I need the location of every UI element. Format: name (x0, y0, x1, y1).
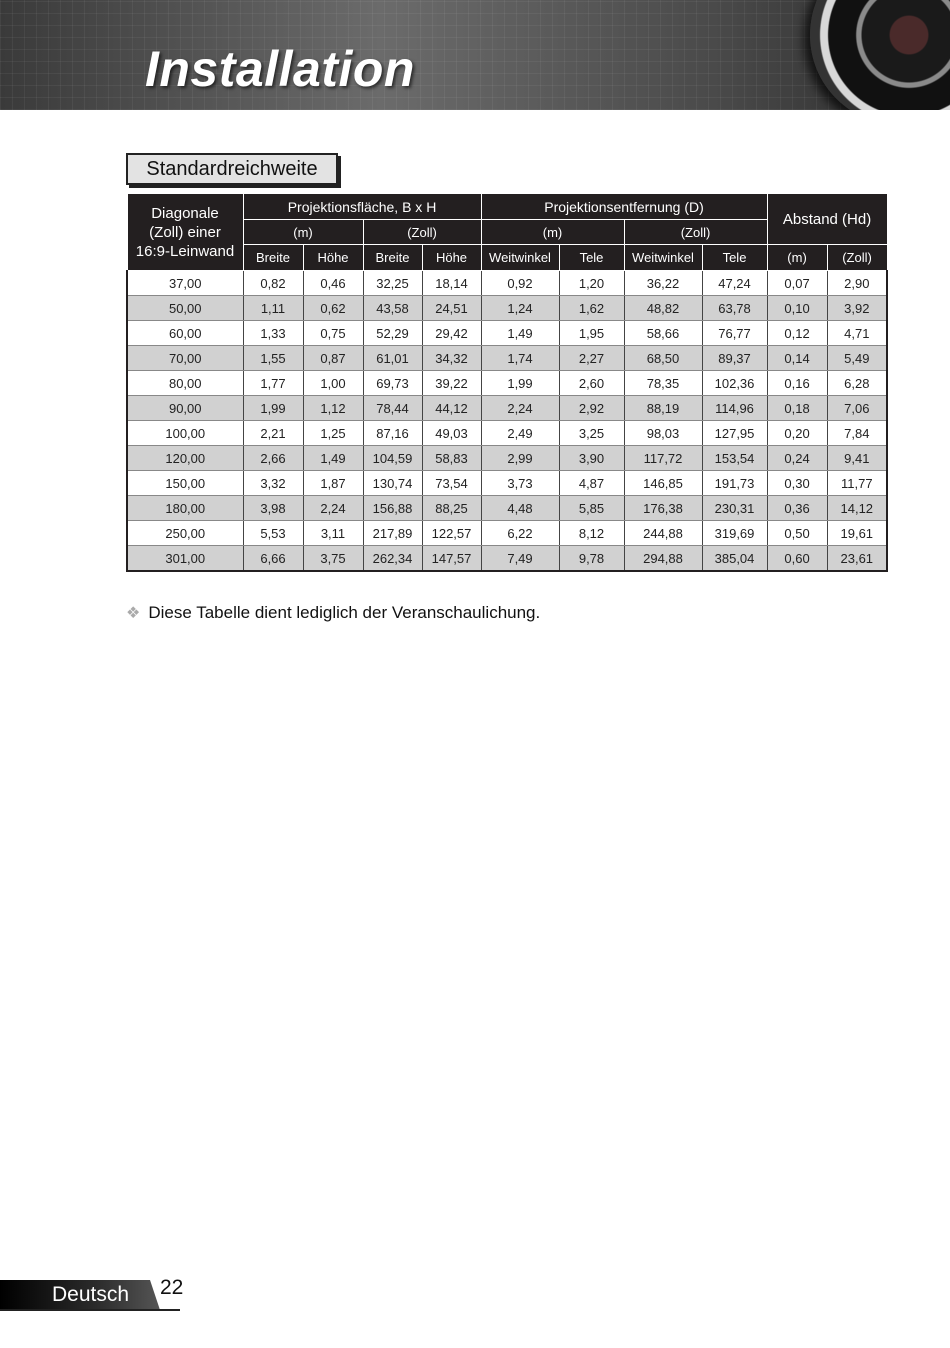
unit-header: (m) (243, 220, 363, 245)
table-cell: 127,95 (702, 421, 767, 446)
table-cell: 14,12 (827, 496, 887, 521)
table-cell: 1,49 (303, 446, 363, 471)
table-cell: 1,87 (303, 471, 363, 496)
table-cell: 122,57 (422, 521, 481, 546)
table-cell: 0,18 (767, 396, 827, 421)
table-cell: 11,77 (827, 471, 887, 496)
table-row (127, 296, 887, 321)
table-cell: 1,55 (243, 346, 303, 371)
table-cell: 319,69 (702, 521, 767, 546)
table-cell: 19,61 (827, 521, 887, 546)
page-title: Installation (145, 41, 415, 97)
diagonal-header (127, 194, 243, 271)
unit-header: (m) (481, 220, 624, 245)
table-cell: 0,14 (767, 346, 827, 371)
table-cell: 47,24 (702, 271, 767, 296)
table-cell: 4,71 (827, 321, 887, 346)
diagonal-header-line: (Zoll) einer (149, 223, 221, 241)
table-cell: 5,85 (559, 496, 624, 521)
table-cell: 6,22 (481, 521, 559, 546)
table-cell: 0,75 (303, 321, 363, 346)
table-cell: 1,25 (303, 421, 363, 446)
unit-header: (Zoll) (363, 220, 481, 245)
table-cell: 69,73 (363, 371, 422, 396)
footer-language: Deutsch (52, 1283, 130, 1306)
table-cell: 1,00 (303, 371, 363, 396)
diagonal-header-line: 16:9-Leinwand (135, 242, 235, 260)
page-number: 22 (160, 1276, 184, 1299)
table-cell: 68,50 (624, 346, 702, 371)
table-row (127, 371, 887, 396)
table-cell: 156,88 (363, 496, 422, 521)
table-cell: 29,42 (422, 321, 481, 346)
sub-header-cell: Höhe (303, 245, 363, 271)
table-cell: 0,60 (767, 546, 827, 572)
table-row (127, 396, 887, 421)
table-cell: 1,99 (243, 396, 303, 421)
table-cell: 0,30 (767, 471, 827, 496)
table-cell: 1,49 (481, 321, 559, 346)
table-cell: 102,36 (702, 371, 767, 396)
table-cell: 3,92 (827, 296, 887, 321)
table-cell: 244,88 (624, 521, 702, 546)
table-cell: 146,85 (624, 471, 702, 496)
table-cell: 117,72 (624, 446, 702, 471)
diagonal-cell: 60,00 (127, 321, 243, 346)
table-cell: 130,74 (363, 471, 422, 496)
table-cell: 6,66 (243, 546, 303, 572)
table-cell: 88,25 (422, 496, 481, 521)
table-cell: 4,87 (559, 471, 624, 496)
table-cell: 1,77 (243, 371, 303, 396)
table-cell: 2,49 (481, 421, 559, 446)
table-cell: 24,51 (422, 296, 481, 321)
diamond-bullet-icon: ❖ (126, 605, 141, 622)
table-cell: 88,19 (624, 396, 702, 421)
table-cell: 58,83 (422, 446, 481, 471)
table-cell: 34,32 (422, 346, 481, 371)
table-cell: 48,82 (624, 296, 702, 321)
table-cell: 2,24 (303, 496, 363, 521)
table-cell: 147,57 (422, 546, 481, 572)
table-cell: 61,01 (363, 346, 422, 371)
table-cell: 3,90 (559, 446, 624, 471)
footer-divider (0, 1309, 180, 1311)
table-cell: 9,41 (827, 446, 887, 471)
table-cell: 89,37 (702, 346, 767, 371)
table-cell: 0,07 (767, 271, 827, 296)
diagonal-cell: 250,00 (127, 521, 243, 546)
table-cell: 230,31 (702, 496, 767, 521)
diagonal-header-line: Diagonale (151, 204, 219, 222)
table-cell: 18,14 (422, 271, 481, 296)
table-cell: 1,95 (559, 321, 624, 346)
table-cell: 76,77 (702, 321, 767, 346)
table-cell: 49,03 (422, 421, 481, 446)
table-cell: 2,66 (243, 446, 303, 471)
sub-header-cell: Breite (243, 245, 303, 271)
table-cell: 4,48 (481, 496, 559, 521)
table-cell: 2,99 (481, 446, 559, 471)
table-cell: 0,10 (767, 296, 827, 321)
diagonal-cell: 100,00 (127, 421, 243, 446)
table-row (127, 446, 887, 471)
table-cell: 78,35 (624, 371, 702, 396)
table-cell: 2,92 (559, 396, 624, 421)
table-cell: 153,54 (702, 446, 767, 471)
table-cell: 104,59 (363, 446, 422, 471)
table-cell: 385,04 (702, 546, 767, 572)
table-cell: 32,25 (363, 271, 422, 296)
projection-area-header: Projektionsfläche, B x H (243, 194, 481, 220)
table-row (127, 421, 887, 446)
table-cell: 2,90 (827, 271, 887, 296)
table-row (127, 346, 887, 371)
diagonal-cell: 90,00 (127, 396, 243, 421)
table-cell: 98,03 (624, 421, 702, 446)
offset-header: Abstand (Hd) (767, 194, 887, 245)
table-cell: 0,92 (481, 271, 559, 296)
table-cell: 2,21 (243, 421, 303, 446)
table-cell: 0,12 (767, 321, 827, 346)
unit-header: (Zoll) (624, 220, 767, 245)
table-cell: 0,20 (767, 421, 827, 446)
diagonal-cell: 80,00 (127, 371, 243, 396)
table-cell: 9,78 (559, 546, 624, 572)
table-cell: 217,89 (363, 521, 422, 546)
table-row (127, 471, 887, 496)
table-cell: 1,62 (559, 296, 624, 321)
table-cell: 1,20 (559, 271, 624, 296)
table-cell: 1,24 (481, 296, 559, 321)
table-cell: 0,82 (243, 271, 303, 296)
table-cell: 43,58 (363, 296, 422, 321)
sub-header-cell: Tele (702, 245, 767, 271)
table-cell: 2,24 (481, 396, 559, 421)
table-cell: 36,22 (624, 271, 702, 296)
table-cell: 2,60 (559, 371, 624, 396)
table-cell: 176,38 (624, 496, 702, 521)
table-cell: 0,36 (767, 496, 827, 521)
section-title: Standardreichweite (126, 153, 338, 185)
table-cell: 1,12 (303, 396, 363, 421)
table-cell: 8,12 (559, 521, 624, 546)
table-cell: 191,73 (702, 471, 767, 496)
table-cell: 58,66 (624, 321, 702, 346)
header-banner (0, 0, 950, 110)
note-text: Diese Tabelle dient lediglich der Veranschaulichung. (148, 603, 541, 622)
sub-header-cell: Tele (559, 245, 624, 271)
table-cell: 7,06 (827, 396, 887, 421)
table-cell: 1,74 (481, 346, 559, 371)
table-cell: 3,25 (559, 421, 624, 446)
table-cell: 0,87 (303, 346, 363, 371)
table-cell: 0,46 (303, 271, 363, 296)
table-cell: 7,84 (827, 421, 887, 446)
table-body (127, 271, 887, 572)
table-cell: 23,61 (827, 546, 887, 572)
diagonal-cell: 50,00 (127, 296, 243, 321)
table-cell: 1,11 (243, 296, 303, 321)
diagonal-cell: 150,00 (127, 471, 243, 496)
table-cell: 7,49 (481, 546, 559, 572)
table-cell: 87,16 (363, 421, 422, 446)
table-cell: 2,27 (559, 346, 624, 371)
sub-header-cell: (m) (767, 245, 827, 271)
table-cell: 0,16 (767, 371, 827, 396)
table-cell: 73,54 (422, 471, 481, 496)
table-cell: 1,33 (243, 321, 303, 346)
table-row (127, 271, 887, 296)
diagonal-cell: 120,00 (127, 446, 243, 471)
table-cell: 44,12 (422, 396, 481, 421)
table-cell: 6,28 (827, 371, 887, 396)
table-cell: 3,75 (303, 546, 363, 572)
table-row (127, 521, 887, 546)
sub-header-cell: Höhe (422, 245, 481, 271)
table-row (127, 496, 887, 521)
table-row (127, 321, 887, 346)
table-cell: 5,49 (827, 346, 887, 371)
table-cell: 3,73 (481, 471, 559, 496)
table-cell: 0,50 (767, 521, 827, 546)
table-cell: 3,11 (303, 521, 363, 546)
table-cell: 63,78 (702, 296, 767, 321)
projector-lens-image (810, 0, 950, 110)
table-cell: 114,96 (702, 396, 767, 421)
throw-distance-table (126, 193, 888, 572)
table-cell: 52,29 (363, 321, 422, 346)
diagonal-cell: 180,00 (127, 496, 243, 521)
note (126, 603, 540, 623)
diagonal-cell: 37,00 (127, 271, 243, 296)
table-cell: 3,98 (243, 496, 303, 521)
diagonal-cell: 301,00 (127, 546, 243, 572)
table-cell: 1,99 (481, 371, 559, 396)
sub-header-cell: Weitwinkel (624, 245, 702, 271)
table-cell: 3,32 (243, 471, 303, 496)
table-row (127, 546, 887, 572)
table-cell: 78,44 (363, 396, 422, 421)
diagonal-cell: 70,00 (127, 346, 243, 371)
table-cell: 39,22 (422, 371, 481, 396)
sub-header-cell: Weitwinkel (481, 245, 559, 271)
table-cell: 0,24 (767, 446, 827, 471)
projection-distance-header: Projektionsentfernung (D) (481, 194, 767, 220)
table-cell: 294,88 (624, 546, 702, 572)
table-cell: 0,62 (303, 296, 363, 321)
sub-header-cell: Breite (363, 245, 422, 271)
sub-header-cell: (Zoll) (827, 245, 887, 271)
table-cell: 5,53 (243, 521, 303, 546)
table-cell: 262,34 (363, 546, 422, 572)
